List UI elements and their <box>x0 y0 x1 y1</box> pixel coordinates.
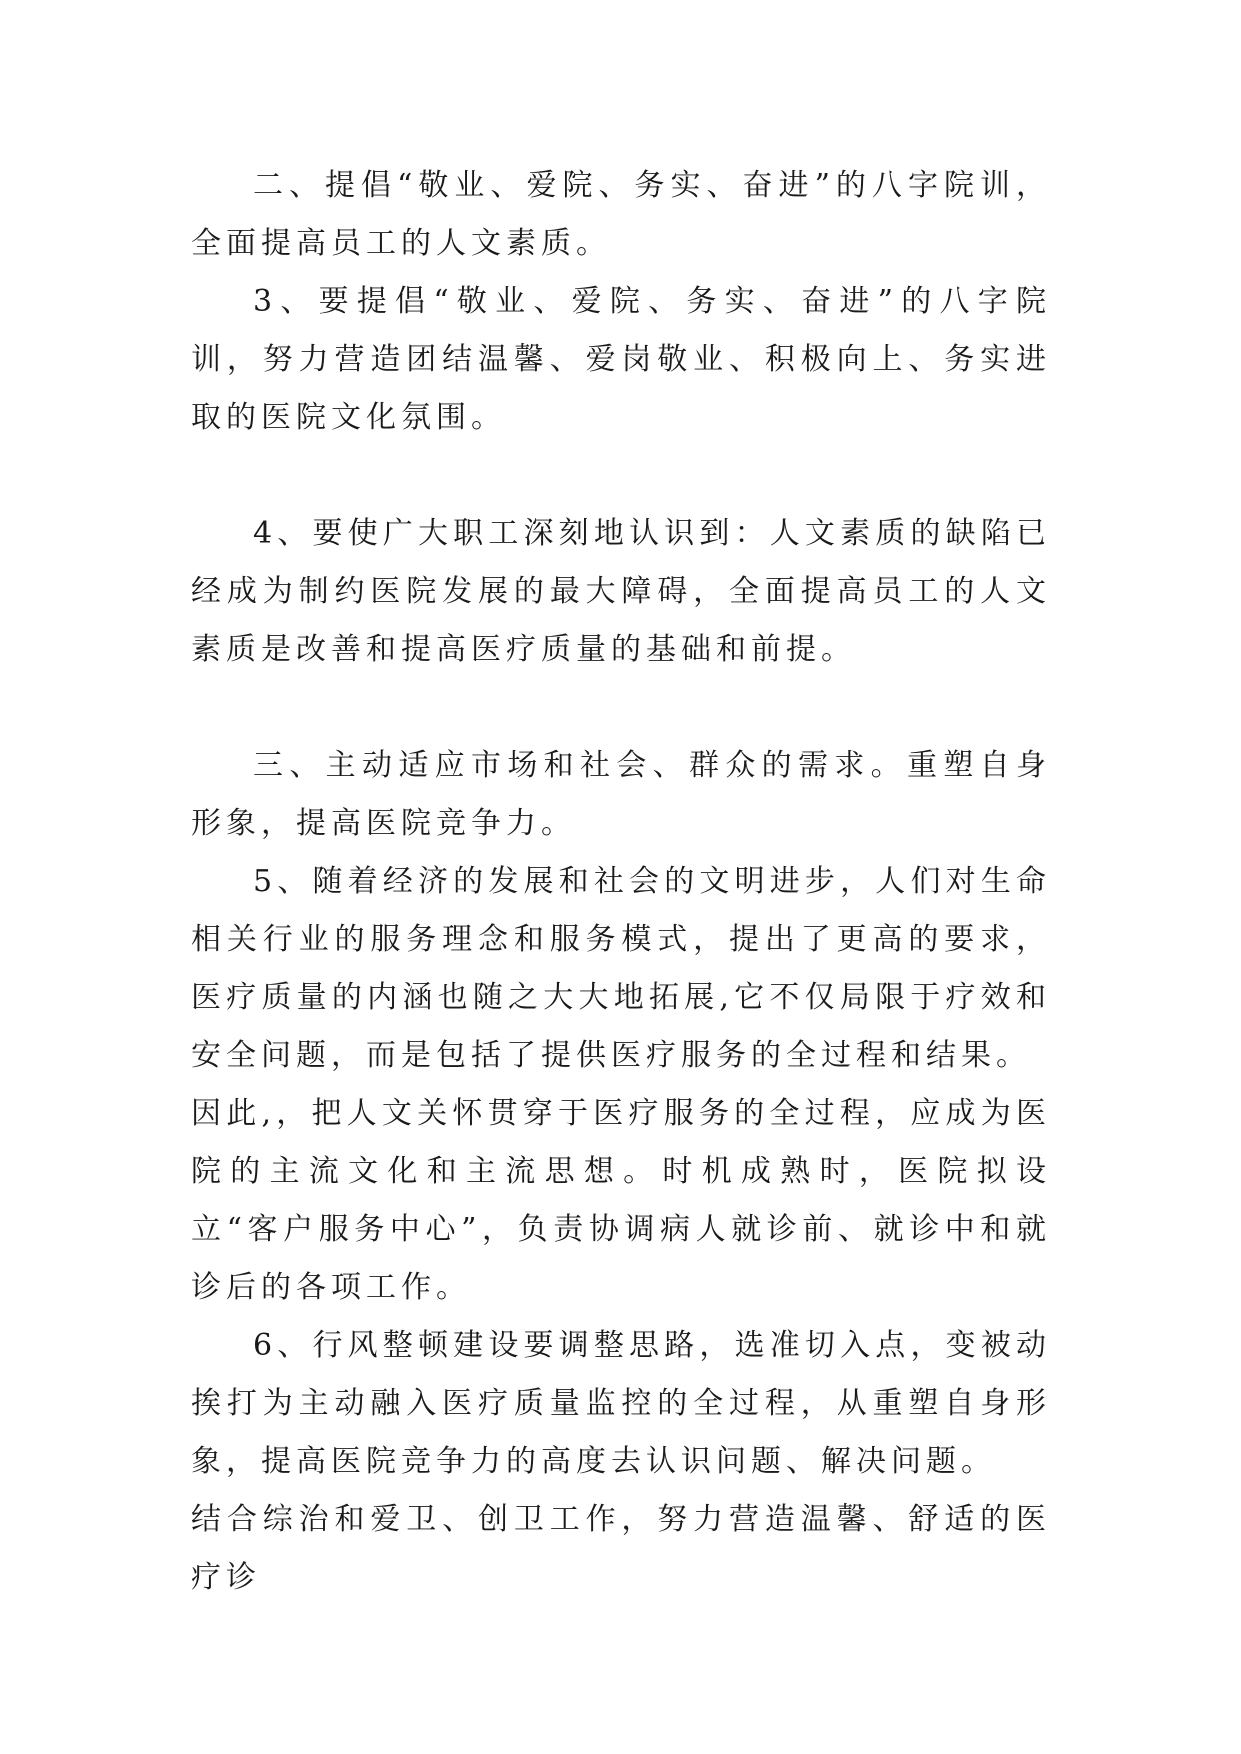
paragraph-item-3: 3、要提倡“敬业、爱院、务实、奋进”的八字院训，努力营造团结温馨、爱岗敬业、积极向上、务实进取的医院文化氛围。 <box>191 284 1051 435</box>
paragraph-item-5: 5、随着经济的发展和社会的文明进步，人们对生命相关行业的服务理念和服务模式，提出了更高的要求，医疗质量的内涵也随之大大地拓展,它不仅局限于疗效和安全问题，而是包括了提供医疗服务的全过程和结果。 <box>191 864 1051 1073</box>
paragraph-section-2-heading: 二、提倡“敬业、爱院、务实、奋进”的八字院训，全面提高员工的人文素质。 <box>191 168 1051 261</box>
paragraph-therefore: 因此,，把人文关怀贯穿于医疗服务的全过程，应成为医院的主流文化和主流思想。时机成熟时，医院拟设立“客户服务中心”，负责协调病人就诊前、就诊中和就诊后的各项工作。 <box>191 1096 1051 1305</box>
paragraph-item-6: 6、行风整顿建设要调整思路，选准切入点，变被动挨打为主动融入医疗质量监控的全过程，从重塑自身形象，提高医院竞争力的高度去认识问题、解决问题。 <box>191 1328 1051 1479</box>
paragraph-combine: 结合综治和爱卫、创卫工作，努力营造温馨、舒适的医疗诊 <box>191 1502 1051 1595</box>
paragraph-section-3-heading: 三、主动适应市场和社会、群众的需求。重塑自身形象，提高医院竞争力。 <box>191 748 1051 841</box>
paragraph-item-4: 4、要使广大职工深刻地认识到：人文素质的缺陷已经成为制约医院发展的最大障碍，全面提高员工的人文素质是改善和提高医疗质量的基础和前提。 <box>191 516 1051 667</box>
